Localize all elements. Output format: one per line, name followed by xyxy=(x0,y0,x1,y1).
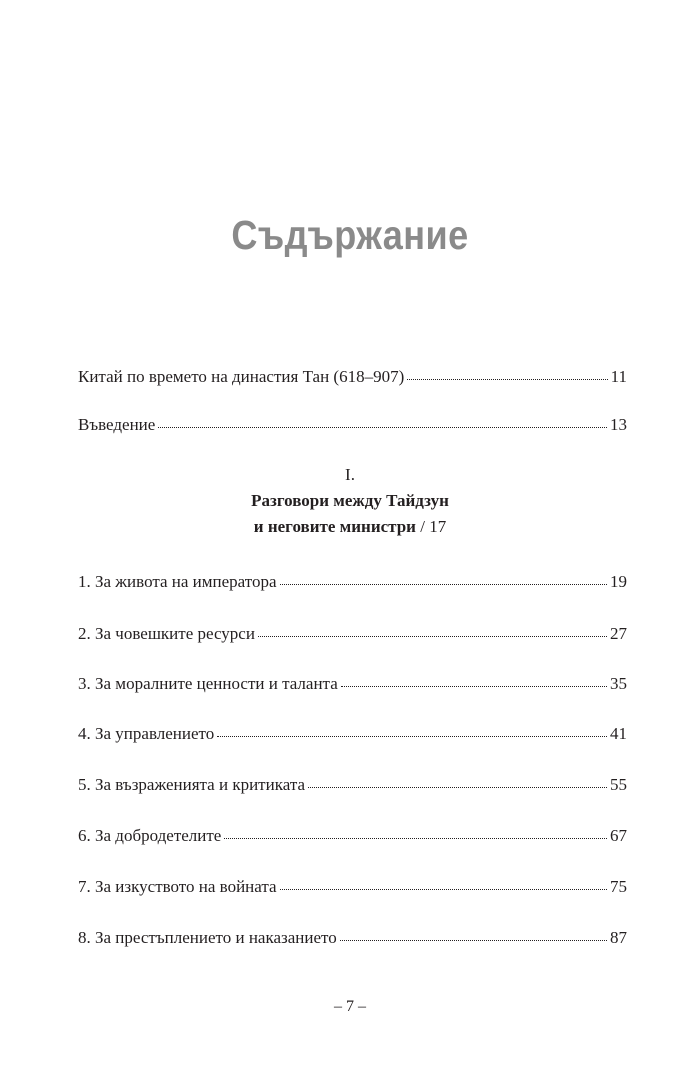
toc-entry-label: Китай по времето на династия Тан (618–907) xyxy=(78,367,405,386)
page-title: Съдържание xyxy=(231,212,469,258)
dot-leader xyxy=(340,940,607,941)
toc-entry-label: 4. За управлението xyxy=(78,724,215,743)
part-heading[interactable] xyxy=(0,462,700,540)
part-title-line-1: Разговори между Тайдзун xyxy=(251,491,449,510)
toc-entry-label: 7. За изкуството на войната xyxy=(78,877,277,896)
toc-entry-page: 87 xyxy=(610,928,627,947)
toc-entry-label: 5. За възраженията и критиката xyxy=(78,775,306,794)
toc-entry-label: 1. За живота на императора xyxy=(78,572,277,591)
toc-entry-page: 35 xyxy=(610,674,627,693)
toc-entry-page: 41 xyxy=(610,724,627,743)
dot-leader xyxy=(308,787,607,788)
toc-entry-label: Въведение xyxy=(78,415,156,434)
dot-leader xyxy=(407,379,607,380)
dot-leader xyxy=(280,584,607,585)
toc-entry-chapter-3[interactable] xyxy=(78,673,627,695)
toc-entry-label: 6. За добродетелите xyxy=(78,826,222,845)
toc-entry-chapter-2[interactable] xyxy=(78,623,627,645)
part-title-line-2: и неговите министри xyxy=(253,517,416,536)
part-numeral: I. xyxy=(345,465,355,484)
part-page-number: / 17 xyxy=(420,517,447,536)
toc-entry-chapter-8[interactable] xyxy=(78,927,627,949)
dot-leader xyxy=(280,889,607,890)
toc-entry-label: 2. За човешките ресурси xyxy=(78,624,255,643)
dot-leader xyxy=(217,736,607,737)
folio-page-number: – 7 – xyxy=(334,998,366,1015)
toc-entry-china-tang[interactable] xyxy=(78,366,627,388)
dot-leader xyxy=(224,838,607,839)
toc-entry-chapter-5[interactable] xyxy=(78,774,627,796)
toc-entry-page: 67 xyxy=(610,826,627,845)
toc-entry-page: 55 xyxy=(610,775,627,794)
toc-entry-page: 13 xyxy=(610,415,627,434)
toc-entry-page: 11 xyxy=(610,367,627,386)
toc-entry-page: 19 xyxy=(610,572,627,591)
toc-entry-introduction[interactable] xyxy=(78,414,627,436)
toc-entry-label: 8. За престъплението и наказанието xyxy=(78,928,337,947)
toc-entry-chapter-1[interactable] xyxy=(78,571,627,593)
toc-entry-chapter-4[interactable] xyxy=(78,723,627,745)
toc-entry-chapter-6[interactable] xyxy=(78,825,627,847)
toc-entry-page: 75 xyxy=(610,877,627,896)
dot-leader xyxy=(341,686,607,687)
toc-entry-page: 27 xyxy=(610,624,627,643)
toc-entry-label: 3. За моралните ценности и таланта xyxy=(78,674,338,693)
toc-entry-chapter-7[interactable] xyxy=(78,876,627,898)
dot-leader xyxy=(258,636,607,637)
dot-leader xyxy=(158,427,607,428)
